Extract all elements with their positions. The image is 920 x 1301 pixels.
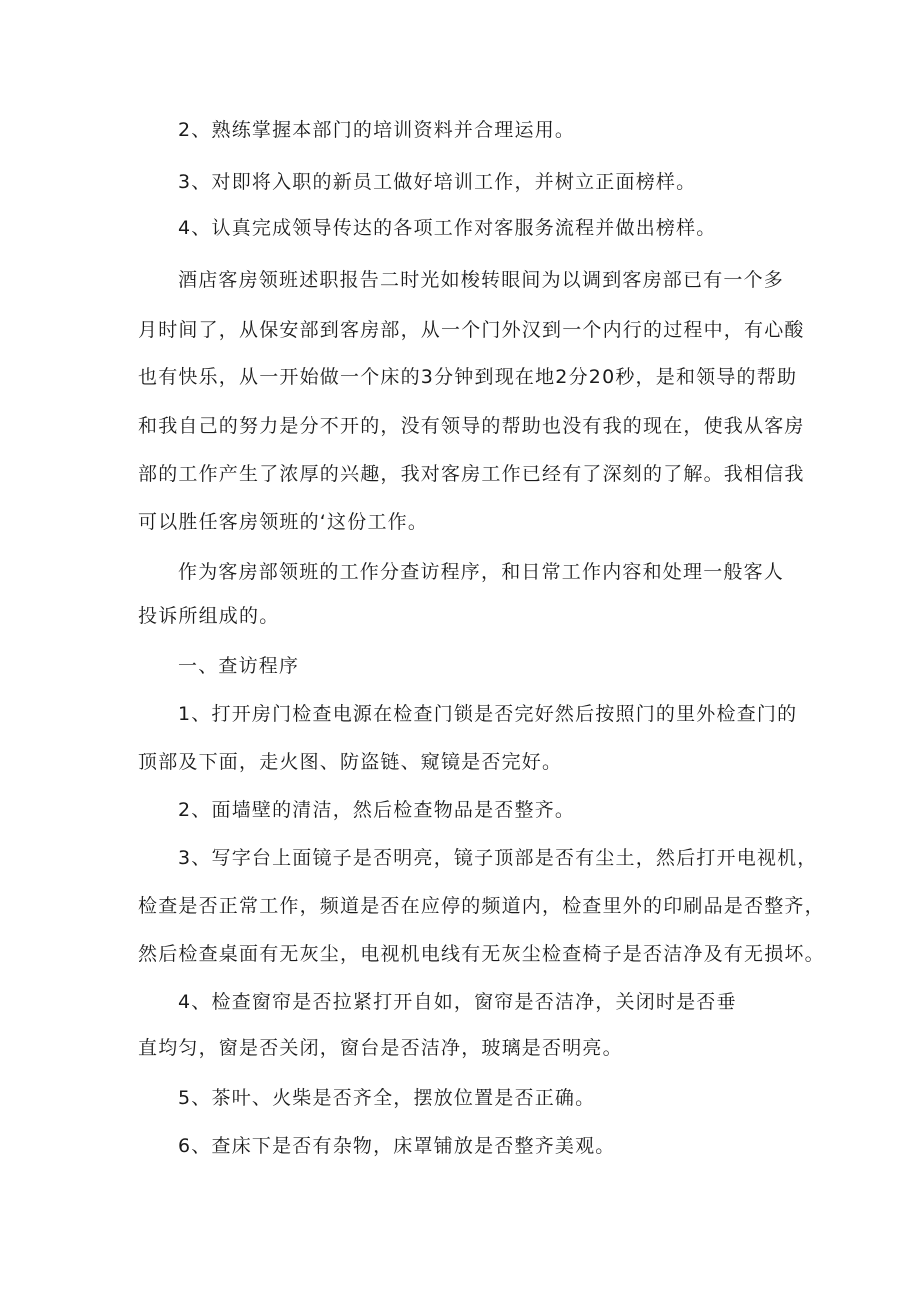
text-line: 5、茶叶、火柴是否齐全，摆放位置是否正确。 xyxy=(178,1087,596,1109)
text-line: 顶部及下面，走火图、防盗链、窥镜是否完好。 xyxy=(138,751,563,773)
text-line: 和我自己的努力是分不开的，没有领导的帮助也没有我的现在，使我从客房 xyxy=(138,415,805,437)
text-line: 检查是否正常工作，频道是否在应停的频道内，检查里外的印刷品是否整齐， xyxy=(138,895,825,917)
text-line: 3、对即将入职的新员工做好培训工作，并树立正面榜样。 xyxy=(178,171,697,193)
text-line: 然后检查桌面有无灰尘，电视机电线有无灰尘检查椅子是否洁净及有无损坏。 xyxy=(138,943,825,965)
text-line: 也有快乐，从一开始做一个床的3分钟到现在地2分20秒，是和领导的帮助 xyxy=(138,366,798,388)
text-line: 作为客房部领班的工作分查访程序，和日常工作内容和处理一般客人 xyxy=(178,561,785,583)
text-line: 1、打开房门检查电源在检查门锁是否完好然后按照门的里外检查门的 xyxy=(178,703,798,725)
text-line: 可以胜任客房领班的‘这份工作。 xyxy=(138,511,429,533)
text-line: 月时间了，从保安部到客房部，从一个门外汉到一个内行的过程中，有心酸 xyxy=(138,319,805,341)
text-line: 酒店客房领班述职报告二时光如梭转眼间为以调到客房部已有一个多 xyxy=(178,269,785,291)
text-line: 2、面墙壁的清洁，然后检查物品是否整齐。 xyxy=(178,799,576,821)
text-line: 3、写字台上面镜子是否明亮，镜子顶部是否有尘土，然后打开电视机， xyxy=(178,847,818,869)
text-line: 部的工作产生了浓厚的兴趣，我对客房工作已经有了深刻的了解。我相信我 xyxy=(138,463,805,485)
section-heading: 一、查访程序 xyxy=(178,655,300,677)
text-line: 投诉所组成的。 xyxy=(138,605,280,627)
text-line: 4、认真完成领导传达的各项工作对客服务流程并做出榜样。 xyxy=(178,217,717,239)
text-line: 6、查床下是否有杂物，床罩铺放是否整齐美观。 xyxy=(178,1135,616,1157)
text-line: 4、检查窗帘是否拉紧打开自如，窗帘是否洁净，关闭时是否垂 xyxy=(178,991,737,1013)
text-line: 直均匀，窗是否关闭，窗台是否洁净，玻璃是否明亮。 xyxy=(138,1037,623,1059)
text-line: 2、熟练掌握本部门的培训资料并合理运用。 xyxy=(178,119,576,141)
